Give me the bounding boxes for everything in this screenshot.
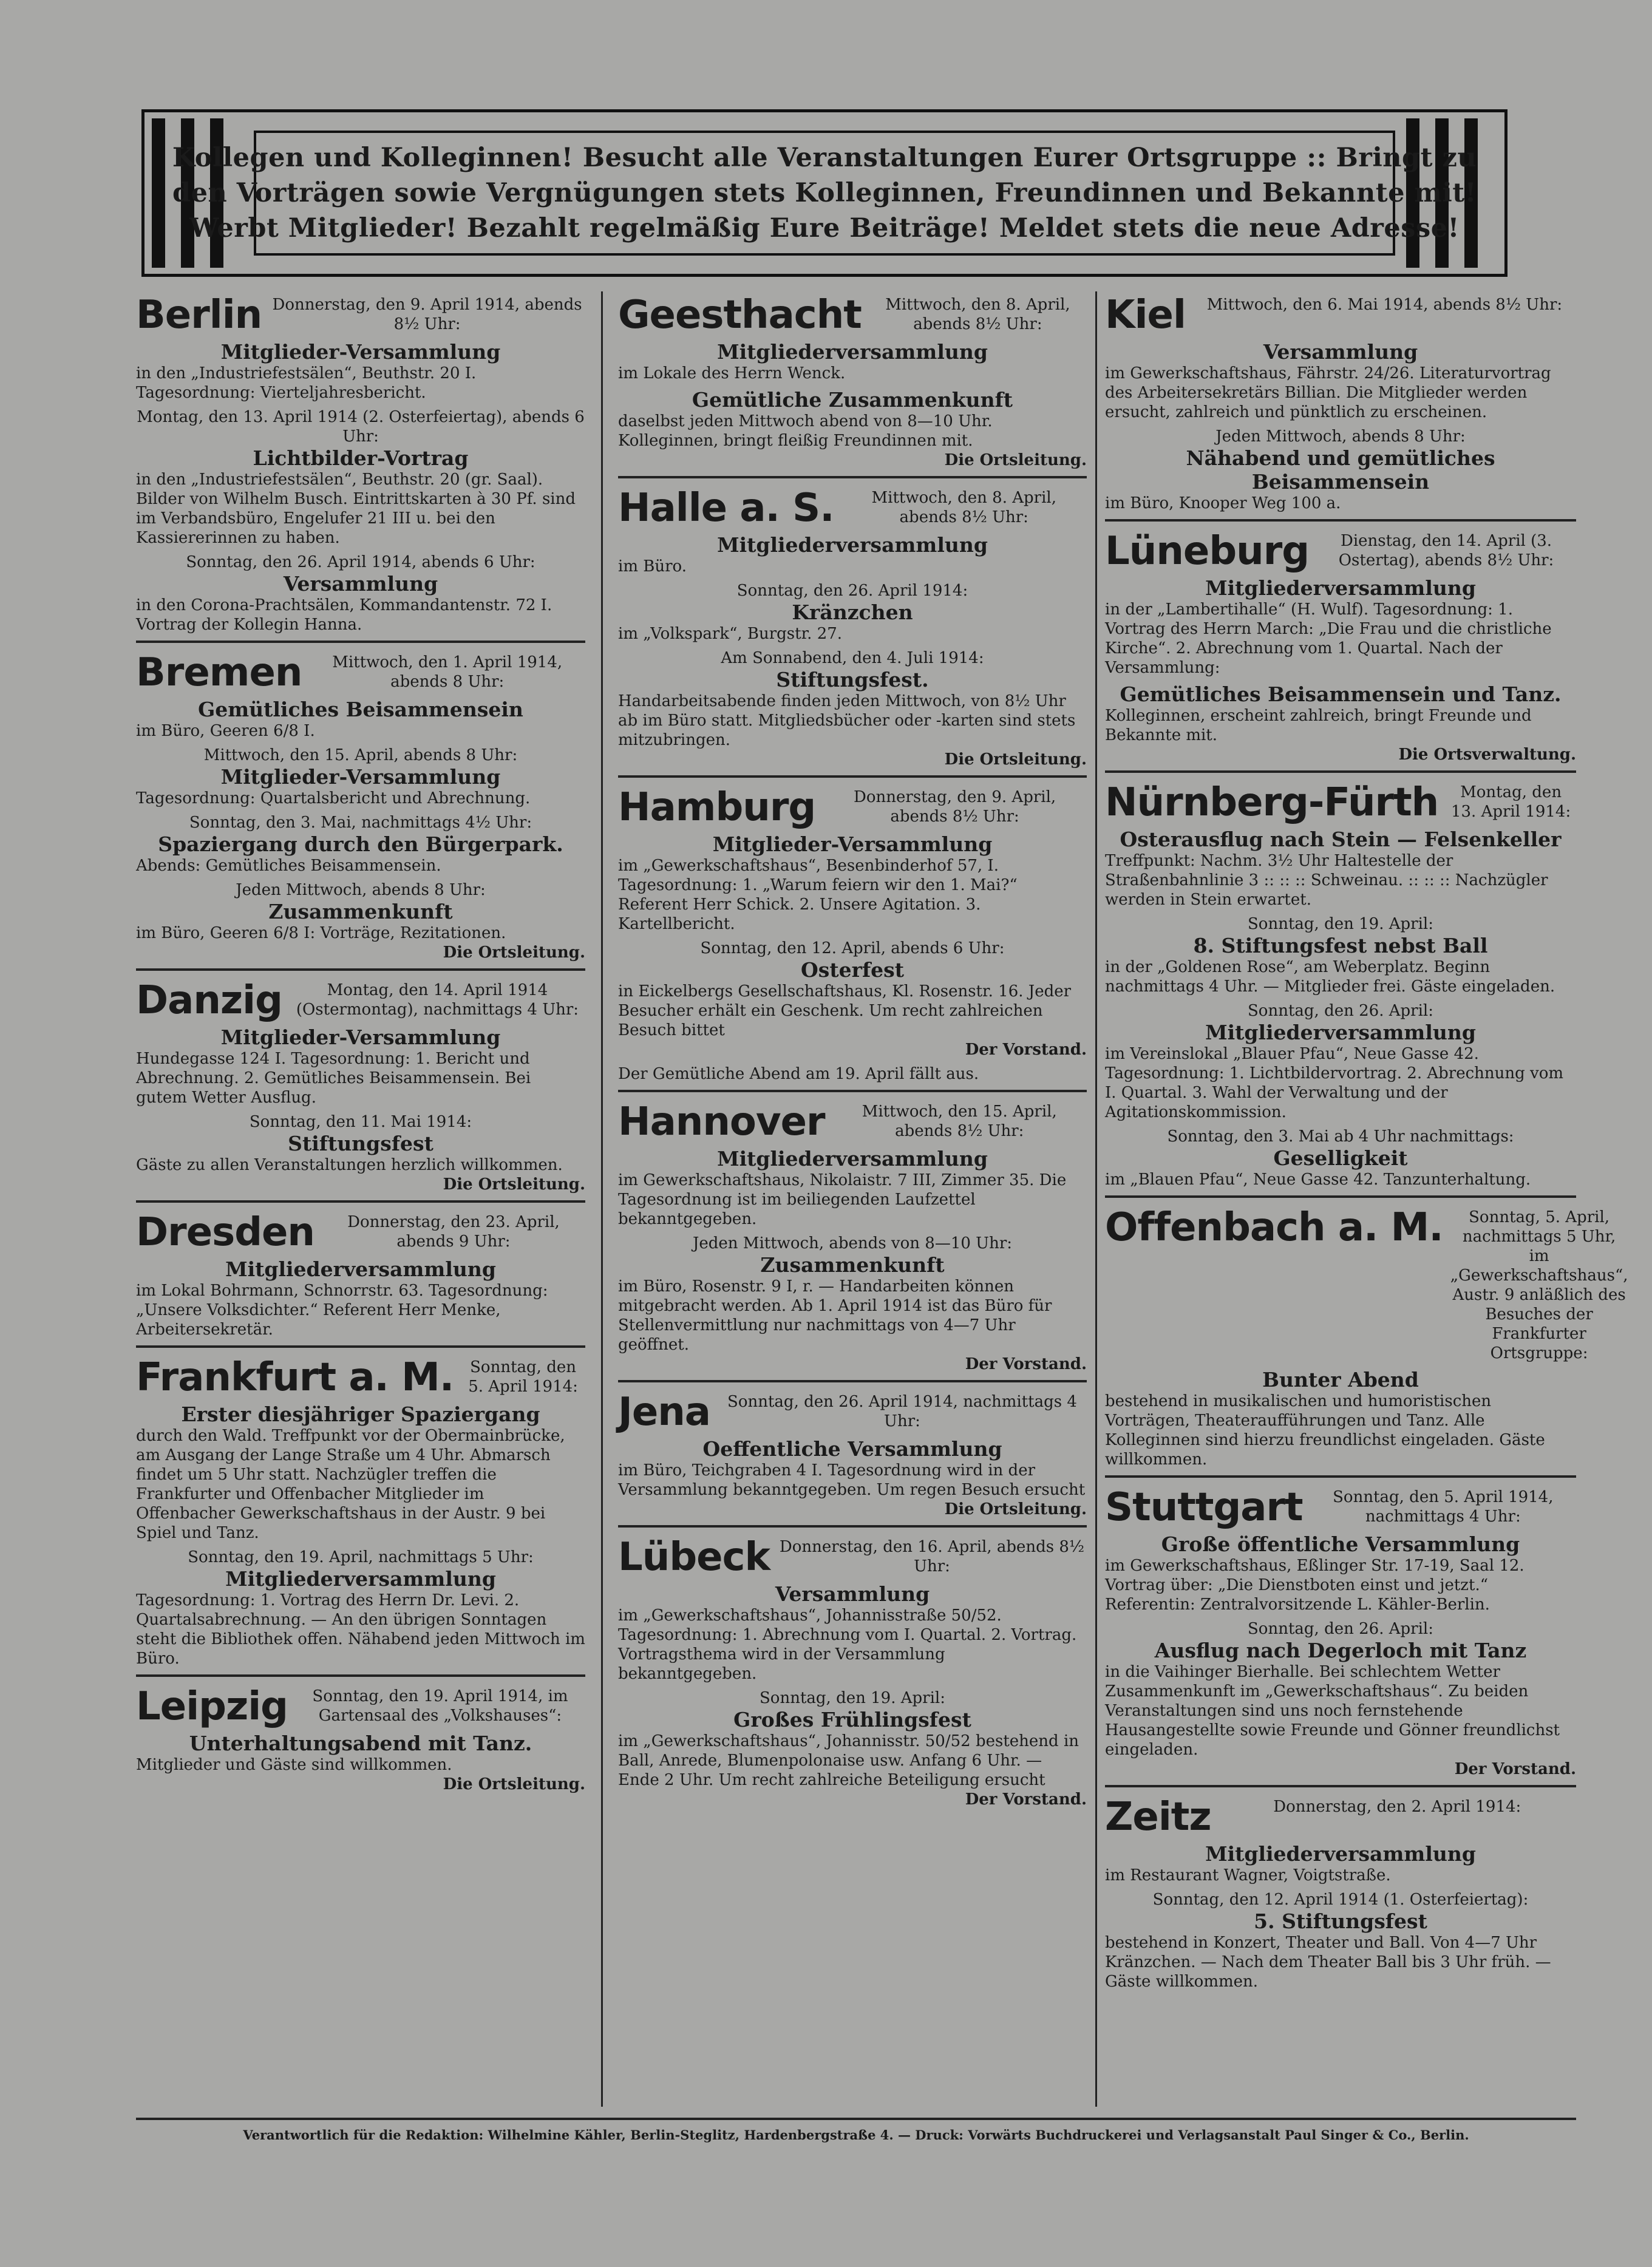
event-intro: Sonntag, den 11. Mai 1914: <box>249 1113 472 1131</box>
notice-date: Montag, den 13. April 1914: <box>1450 783 1571 821</box>
banner <box>141 109 1508 277</box>
event-heading: Unterhaltungsabend mit Tanz. <box>189 1732 532 1755</box>
event-intro: Sonntag, den 12. April 1914 (1. Osterfeiertag): <box>1152 1891 1529 1909</box>
notice-header <box>1105 1487 1576 1528</box>
notice-entry <box>1105 779 1576 1198</box>
event-text: Treffpunkt: Nachm. 3½ Uhr Haltestelle der Straßenbahnlinie 3 :: :: :: Schweinau. :: :: :: Nachzügler werden in Stein erwartet. <box>1105 852 1548 909</box>
event-block <box>618 1437 1087 1519</box>
event-heading: Nähabend und gemütliches Beisammensein <box>1186 446 1495 494</box>
notice-entry <box>1105 1793 1576 1997</box>
notice-date: Donnerstag, den 9. April 1914, abends 8½ Uhr: <box>272 296 582 333</box>
event-block <box>1105 1368 1576 1469</box>
event-text: im Restaurant Wagner, Voigtstraße. <box>1105 1866 1391 1885</box>
notice-header <box>136 978 585 1023</box>
event-heading: Gemütliches Beisammensein <box>198 698 523 721</box>
event-text: Tagesordnung: Quartalsbericht und Abrechnung. <box>136 789 531 807</box>
signature: Die Ortsleitung. <box>944 750 1087 769</box>
notice-entry <box>136 291 585 643</box>
notice-entry <box>618 1098 1087 1382</box>
event-heading: Erster diesjähriger Spaziergang <box>181 1402 540 1426</box>
event-block <box>618 1582 1087 1684</box>
event-heading: Mitglieder-Versammlung <box>220 1025 501 1049</box>
column-divider <box>1095 291 1097 2107</box>
event-block <box>1105 340 1576 422</box>
event-text: in den „Industriefestsälen“, Beuthstr. 20 I. Tagesordnung: Vierteljahresbericht. <box>136 364 477 402</box>
column-2 <box>618 291 1087 2107</box>
notice-date: Donnerstag, den 23. April, abends 9 Uhr: <box>347 1213 560 1251</box>
event-intro: Sonntag, den 19. April: <box>760 1689 945 1707</box>
event-intro: Am Sonnabend, den 4. Juli 1914: <box>721 649 984 667</box>
event-block <box>1105 1127 1576 1189</box>
event-text: im Lokal Bohrmann, Schnorrstr. 63. Tagesordnung: „Unsere Volksdichter.“ Referent Herr Menke, Arbeitersekretär. <box>136 1282 548 1339</box>
event-block <box>618 388 1087 470</box>
event-block <box>136 813 585 875</box>
event-text: Handarbeitsabende finden jeden Mittwoch, von 8½ Uhr ab im Büro statt. Mitgliedsbücher oder -karten sind stets mitzubringen. <box>618 692 1076 749</box>
notice-header <box>136 650 585 695</box>
event-text: im Büro. <box>618 557 687 576</box>
banner-line: Kollegen und Kolleginnen! Besucht alle Veranstaltungen Eurer Ortsgruppe :: Bringt zu <box>172 143 1477 173</box>
event-heading: Gemütliches Beisammensein und Tanz. <box>1120 682 1562 706</box>
event-text: in die Vaihinger Bierhalle. Bei schlechtem Wetter Zusammenkunft im „Gewerkschaftshaus“. Zu beiden Veranstaltungen sind uns noch fernstehende Hausangestellte sowie Freunde und Gönner freundlichst eingeladen. <box>1105 1663 1560 1759</box>
notice-date: Mittwoch, den 1. April 1914, abends 8 Uhr: <box>332 653 563 691</box>
event-text: im Büro, Rosenstr. 9 I, r. — Handarbeiten können mitgebracht werden. Ab 1. April 1914 ist das Büro für Stellenvermittlung nur nachmittags von 4—7 Uhr geöffnet. <box>618 1277 1052 1354</box>
event-intro: Sonntag, den 19. April: <box>1248 915 1433 933</box>
event-block <box>618 340 1087 383</box>
event-heading: Mitgliederversammlung <box>717 340 988 364</box>
event-block <box>618 1147 1087 1229</box>
event-block <box>136 1025 585 1107</box>
event-intro: Sonntag, den 26. April 1914: <box>736 582 968 600</box>
event-intro: Sonntag, den 26. April 1914, abends 6 Uhr: <box>186 553 535 571</box>
signature: Der Vorstand. <box>965 1355 1087 1373</box>
event-heading: Versammlung <box>283 572 438 596</box>
notice-date: Sonntag, 5. April, nachmittags 5 Uhr, im „Gewerkschaftshaus“, Austr. 9 anläßlich des Besuches der Frankfurter Ortsgruppe: <box>1450 1208 1628 1362</box>
event-text: im Lokale des Herrn Wenck. <box>618 364 846 382</box>
event-heading: Mitglieder-Versammlung <box>220 765 501 789</box>
event-text: Mitglieder und Gäste sind willkommen. <box>136 1756 452 1774</box>
event-intro: Jeden Mittwoch, abends 8 Uhr: <box>1215 427 1466 446</box>
event-block <box>618 1688 1087 1809</box>
event-intro: Sonntag, den 26. April: <box>1248 1002 1433 1020</box>
notice-header <box>618 486 1087 531</box>
event-text: im Gewerkschaftshaus, Nikolaistr. 7 III, Zimmer 35. Die Tagesordnung ist im beiliegenden Laufzettel bekanntgegeben. <box>618 1171 1067 1228</box>
event-text: im Vereinslokal „Blauer Pfau“, Neue Gasse 42. Tagesordnung: 1. Lichtbildervortrag. 2. Abrechnung vom I. Quartal. 3. Wahl der Verwaltung und der Agitationskommission. <box>1105 1045 1564 1121</box>
event-heading: Oeffentliche Versammlung <box>702 1437 1002 1461</box>
notice-header <box>618 1390 1087 1435</box>
notice-date: Mittwoch, den 8. April, abends 8½ Uhr: <box>871 489 1056 526</box>
event-block <box>618 1064 1087 1084</box>
event-text: im Gewerkschaftshaus, Eßlinger Str. 17-19, Saal 12. Vortrag über: „Die Dienstboten einst und jetzt.“ Referentin: Zentralvorsitzende L. Kähler-Berlin. <box>1105 1557 1525 1614</box>
event-heading: Spaziergang durch den Bürgerpark. <box>158 832 563 856</box>
event-heading: Mitgliederversammlung <box>717 533 988 557</box>
event-heading: Stiftungsfest <box>288 1132 433 1155</box>
notice-entry <box>618 291 1087 478</box>
event-block <box>618 939 1087 1059</box>
event-text: im „Volkspark“, Burgstr. 27. <box>618 625 843 643</box>
event-heading: Mitglieder-Versammlung <box>220 340 501 364</box>
event-heading: Mitgliederversammlung <box>1205 1842 1476 1866</box>
event-block <box>618 1234 1087 1374</box>
event-heading: Lichtbilder-Vortrag <box>253 446 469 470</box>
event-block <box>136 1548 585 1668</box>
signature: Der Vorstand. <box>1454 1760 1576 1778</box>
notice-header <box>136 1210 585 1255</box>
event-text: im Büro, Geeren 6/8 I: Vorträge, Rezitationen. <box>136 924 506 942</box>
city-name: Lüneburg <box>1105 529 1310 574</box>
event-heading: Osterfest <box>801 958 904 982</box>
event-intro: Montag, den 13. April 1914 (2. Osterfeiertag), abends 6 Uhr: <box>137 408 585 446</box>
event-text: im „Blauen Pfau“, Neue Gasse 42. Tanzunterhaltung. <box>1105 1171 1531 1189</box>
notice-header <box>1105 780 1576 825</box>
signature: Die Ortsleitung. <box>443 1175 585 1194</box>
city-name: Bremen <box>136 650 302 695</box>
column-3 <box>1105 291 1628 2107</box>
notice-date: Donnerstag, den 2. April 1914: <box>1273 1798 1521 1816</box>
event-heading: Mitgliederversammlung <box>225 1567 496 1591</box>
notice-date: Sonntag, den 5. April 1914: <box>468 1358 578 1396</box>
event-intro: Sonntag, den 26. April: <box>1248 1620 1433 1638</box>
notice-entry <box>136 1209 585 1348</box>
event-block <box>1105 427 1576 513</box>
event-text: Hundegasse 124 I. Tagesordnung: 1. Bericht und Abrechnung. 2. Gemütliches Beisammensein. Bei gutem Wetter Ausflug. <box>136 1050 531 1107</box>
event-block <box>618 533 1087 576</box>
event-heading: Mitgliederversammlung <box>717 1147 988 1171</box>
event-intro: Jeden Mittwoch, abends 8 Uhr: <box>236 881 486 899</box>
event-intro: Jeden Mittwoch, abends von 8—10 Uhr: <box>692 1234 1013 1252</box>
event-text: Tagesordnung: 1. Vortrag des Herrn Dr. Levi. 2. Quartalsabrechnung. — An den übrigen Sonntagen steht die Bibliothek offen. Nähabend jeden Mittwoch im Büro. <box>136 1591 585 1668</box>
notice-date: Sonntag, den 5. April 1914, nachmittags 4 Uhr: <box>1333 1488 1554 1526</box>
event-block <box>136 1402 585 1543</box>
notice-date: Mittwoch, den 8. April, abends 8½ Uhr: <box>885 296 1070 333</box>
event-text: Gäste zu allen Veranstaltungen herzlich willkommen. <box>136 1156 563 1174</box>
event-heading: 5. Stiftungsfest <box>1254 1909 1427 1933</box>
notice-header <box>136 293 585 338</box>
notice-entry <box>618 1534 1087 1815</box>
notice-header <box>1105 293 1576 338</box>
city-name: Hannover <box>618 1100 825 1144</box>
notice-entry <box>1105 291 1576 522</box>
notice-header <box>1105 1205 1628 1363</box>
event-text: im „Gewerkschaftshaus“, Johannisstr. 50/52 bestehend in Ball, Anrede, Blumenpolonaise usw. Anfang 6 Uhr. — Ende 2 Uhr. Um recht zahlreiche Beteiligung ersucht <box>618 1732 1079 1789</box>
event-block <box>1105 682 1576 764</box>
event-heading: Stiftungsfest. <box>776 668 929 692</box>
banner-line: Werbt Mitglieder! Bezahlt regelmäßig Eure Beiträge! Meldet stets die neue Adresse! <box>189 213 1460 243</box>
event-block <box>1105 576 1576 678</box>
event-text: bestehend in Konzert, Theater und Ball. Von 4—7 Uhr Kränzchen. — Nach dem Theater Ball bis 3 Uhr früh. — Gäste willkommen. <box>1105 1934 1551 1991</box>
event-heading: Geselligkeit <box>1273 1146 1408 1170</box>
event-block <box>136 880 585 962</box>
event-block <box>136 1732 585 1794</box>
column-1 <box>136 291 585 2107</box>
notice-entry <box>1105 1204 1628 1478</box>
notice-header <box>1105 1795 1576 1840</box>
event-heading: Gemütliche Zusammenkunft <box>692 388 1013 412</box>
notice-header <box>618 293 1087 338</box>
event-intro: Sonntag, den 3. Mai ab 4 Uhr nachmittags: <box>1167 1127 1514 1146</box>
notice-entry <box>136 977 585 1203</box>
event-block <box>136 746 585 808</box>
city-name: Hamburg <box>618 785 816 830</box>
notice-header <box>136 1684 585 1729</box>
notice-entry <box>136 649 585 971</box>
event-text: in Eickelbergs Gesellschaftshaus, Kl. Rosenstr. 16. Jeder Besucher erhält ein Geschenk. Um recht zahlreichen Besuch bittet <box>618 982 1072 1039</box>
notice-date: Mittwoch, den 15. April, abends 8½ Uhr: <box>862 1103 1057 1140</box>
event-text: im „Gewerkschaftshaus“, Johannisstraße 50/52. Tagesordnung: 1. Abrechnung vom I. Quartal. 2. Vortrag. Vortragsthema wird in der Versammlung bekanntgegeben. <box>618 1606 1077 1683</box>
event-text: Kolleginnen, erscheint zahlreich, bringt Freunde und Bekannte mit. <box>1105 707 1532 744</box>
event-heading: Bunter Abend <box>1262 1368 1419 1392</box>
event-block <box>136 1257 585 1339</box>
city-name: Geesthacht <box>618 293 862 338</box>
city-name: Stuttgart <box>1105 1485 1303 1530</box>
event-intro: Mittwoch, den 15. April, abends 8 Uhr: <box>203 746 518 764</box>
event-heading: Große öffentliche Versammlung <box>1161 1532 1520 1556</box>
event-text: in der „Goldenen Rose“, am Weberplatz. Beginn nachmittags 4 Uhr. — Mitglieder frei. Gäste eingeladen. <box>1105 958 1555 996</box>
notice-header <box>618 787 1087 828</box>
event-heading: Ausflug nach Degerloch mit Tanz <box>1154 1639 1527 1662</box>
signature: Der Vorstand. <box>965 1041 1087 1059</box>
notice-date: Donnerstag, den 9. April, abends 8½ Uhr: <box>854 788 1056 826</box>
event-text: im Büro, Knooper Weg 100 a. <box>1105 494 1341 512</box>
event-heading: Mitgliederversammlung <box>1205 1021 1476 1044</box>
notice-header <box>136 1355 585 1400</box>
banner-line: den Vorträgen sowie Vergnügungen stets Kolleginnen, Freundinnen und Bekannte mit! <box>172 178 1477 208</box>
event-text: im Büro, Geeren 6/8 I. <box>136 722 315 740</box>
city-name: Berlin <box>136 293 262 338</box>
event-block <box>136 407 585 548</box>
event-heading: Osterausflug nach Stein — Felsenkeller <box>1120 828 1562 851</box>
imprint-footer: Verantwortlich für die Redaktion: Wilhelmine Kähler, Berlin-Steglitz, Hardenbergstraße 4. — Druck: Vorwärts Buchdruckerei und Verlagsanstalt Paul Singer & Co., Berlin. <box>136 2118 1576 2143</box>
city-name: Dresden <box>136 1210 314 1255</box>
event-text: daselbst jeden Mittwoch abend von 8—10 Uhr. Kolleginnen, bringt fleißig Freundinnen mit. <box>618 412 993 450</box>
city-name: Leipzig <box>136 1684 288 1729</box>
event-block <box>1105 914 1576 996</box>
event-text: in den „Industriefestsälen“, Beuthstr. 20 (gr. Saal). Bilder von Wilhelm Busch. Eintrittskarten à 30 Pf. sind im Verbandsbüro, Engelufer 21 III u. bei den Kassiererinnen zu haben. <box>136 471 576 547</box>
event-block <box>618 648 1087 769</box>
notice-date: Sonntag, den 26. April 1914, nachmittags 4 Uhr: <box>727 1393 1077 1430</box>
event-heading: Versammlung <box>1263 340 1418 364</box>
event-block <box>136 1112 585 1194</box>
event-heading: Mitgliederversammlung <box>225 1257 496 1281</box>
notice-entry <box>618 784 1087 1092</box>
event-block <box>618 581 1087 644</box>
banner-text-box <box>172 131 1477 256</box>
signature: Der Vorstand. <box>965 1790 1087 1809</box>
event-block <box>1105 1532 1576 1614</box>
event-block <box>136 340 585 403</box>
event-text: im „Gewerkschaftshaus“, Besenbinderhof 57, I. Tagesordnung: 1. „Warum feiern wir den 1. Mai?“ Referent Herr Schick. 2. Unsere Agitation. 3. Kartellbericht. <box>618 857 1018 933</box>
signature: Die Ortsleitung. <box>944 451 1087 469</box>
notice-header <box>1105 529 1576 574</box>
event-block <box>1105 1619 1576 1779</box>
city-name: Offenbach a. M. <box>1105 1205 1443 1250</box>
notice-header <box>618 1535 1087 1580</box>
signature: Die Ortsleitung. <box>443 1775 585 1793</box>
notice-entry <box>618 1388 1087 1528</box>
signature: Die Ortsleitung. <box>443 943 585 962</box>
notice-date: Mittwoch, den 6. Mai 1914, abends 8½ Uhr: <box>1206 296 1563 314</box>
event-heading: Versammlung <box>775 1582 930 1606</box>
event-heading: 8. Stiftungsfest nebst Ball <box>1193 934 1488 957</box>
notice-date: Montag, den 14. April 1914 (Ostermontag), nachmittags 4 Uhr: <box>296 981 579 1019</box>
signature: Die Ortsleitung. <box>944 1500 1087 1518</box>
event-intro: Sonntag, den 12. April, abends 6 Uhr: <box>700 939 1005 957</box>
event-text: durch den Wald. Treffpunkt vor der Obermainbrücke, am Ausgang der Lange Straße um 4 Uhr. Abmarsch findet um 5 Uhr statt. Nachzügler treffen die Frankfurter und Offenbacher Mitglieder im Offenbacher Gewerkschaftshaus in der Austr. 9 bei Spiel und Tanz. <box>136 1427 565 1542</box>
event-block <box>136 698 585 741</box>
event-block <box>136 552 585 634</box>
event-block <box>1105 1890 1576 1991</box>
event-text: im Büro, Teichgraben 4 I. Tagesordnung wird in der Versammlung bekanntgegeben. Um regen Besuch ersucht <box>618 1461 1086 1499</box>
event-block <box>618 832 1087 934</box>
city-name: Nürnberg-Fürth <box>1105 780 1439 825</box>
city-name: Frankfurt a. M. <box>136 1355 454 1400</box>
notice-header <box>618 1102 1087 1142</box>
column-divider <box>601 291 603 2107</box>
event-text: bestehend in musikalischen und humoristischen Vorträgen, Theateraufführungen und Tanz. Alle Kolleginnen sind hierzu freundlichst eingeladen. Gäste willkommen. <box>1105 1392 1545 1469</box>
notice-entry <box>618 484 1087 778</box>
notice-entry <box>136 1354 585 1677</box>
event-text: in der „Lambertihalle“ (H. Wulf). Tagesordnung: 1. Vortrag des Herrn March: „Die Frau und die christliche Kirche“. 2. Abrechnung vom 1. Quartal. Nach der Versammlung: <box>1105 600 1552 677</box>
event-text: im Gewerkschaftshaus, Fährstr. 24/26. Literaturvortrag des Arbeitersekretärs Billian. Die Mitglieder werden ersucht, zahlreich und pünktlich zu erscheinen. <box>1105 364 1551 421</box>
event-heading: Großes Frühlingsfest <box>733 1708 971 1732</box>
city-name: Kiel <box>1105 293 1186 338</box>
city-name: Halle a. S. <box>618 486 834 531</box>
event-intro: Sonntag, den 19. April, nachmittags 5 Uhr: <box>188 1548 534 1566</box>
notice-entry <box>1105 528 1576 773</box>
event-heading: Mitgliederversammlung <box>1205 576 1476 600</box>
signature: Die Ortsverwaltung. <box>1398 746 1576 764</box>
city-name: Zeitz <box>1105 1795 1211 1840</box>
notice-date: Dienstag, den 14. April (3. Ostertag), abends 8½ Uhr: <box>1338 532 1554 569</box>
city-name: Jena <box>618 1390 710 1435</box>
event-heading: Zusammenkunft <box>268 900 453 923</box>
notice-date: Donnerstag, den 16. April, abends 8½ Uhr: <box>779 1538 1085 1575</box>
event-text: Der Gemütliche Abend am 19. April fällt aus. <box>618 1065 979 1083</box>
city-name: Lübeck <box>618 1535 770 1580</box>
event-heading: Zusammenkunft <box>760 1253 945 1277</box>
event-heading: Kränzchen <box>792 600 913 624</box>
event-block <box>1105 1842 1576 1885</box>
city-name: Danzig <box>136 978 282 1023</box>
event-intro: Sonntag, den 3. Mai, nachmittags 4½ Uhr: <box>189 814 532 832</box>
event-text: Abends: Gemütliches Beisammensein. <box>136 857 441 875</box>
event-text: in den Corona-Prachtsälen, Kommandantenstr. 72 I. Vortrag der Kollegin Hanna. <box>136 596 552 634</box>
event-block <box>1105 1001 1576 1122</box>
event-heading: Mitglieder-Versammlung <box>712 832 993 856</box>
notice-entry <box>1105 1484 1576 1787</box>
notice-date: Sonntag, den 19. April 1914, im Gartensaal des „Volkshauses“: <box>312 1687 568 1725</box>
notice-entry <box>136 1683 585 1800</box>
event-block <box>1105 828 1576 909</box>
